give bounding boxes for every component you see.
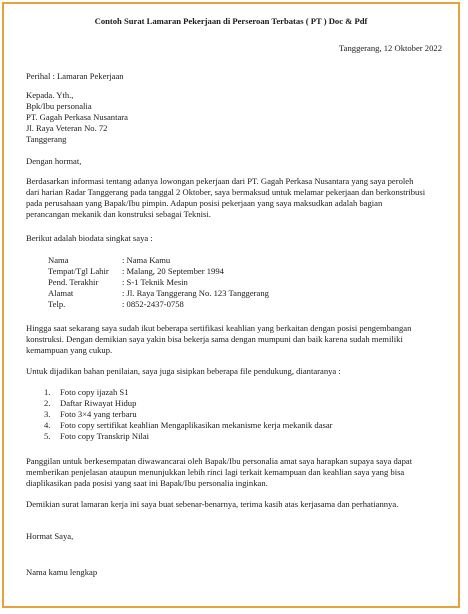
biodata-value: : 0852-2437-0758 (122, 299, 184, 309)
list-item: Foto copy Transkrip Nilai (60, 431, 150, 441)
biodata-intro: Berikut adalah biodata singkat saya : (26, 233, 153, 243)
paragraph-line: memberikan penjelasan ataupun menunjukkan lebih rinci lagi terkait kemampuan dan keahlian saya yang bisa (26, 467, 405, 477)
list-number: 4. (44, 420, 51, 430)
paragraph-line: Panggilan untuk berkesempatan diwawancarai oleh Bapak/Ibu personalia amat saya harapkan supaya saya dapat (26, 456, 413, 466)
recipient-line: Kepada. Yth., (26, 90, 74, 100)
list-item: Foto copy sertifikat keahlian Mengaplikasikan mekanisme kerja mekanik dasar (60, 420, 333, 430)
attachments-intro: Untuk dijadikan bahan penilaian, saya juga sisipkan beberapa file pendukung, diantaranya : (26, 366, 341, 376)
paragraph-line: pada perusahaan yang Bapak/Ibu pimpin. Adapun posisi pekerjaan yang saya maksudkan adalah bagian (26, 198, 383, 208)
paragraph-line: kemampuan yang cukup. (26, 345, 113, 355)
greeting: Dengan hormat, (26, 156, 82, 166)
paragraph-line: konstruksi. Dengan demikian saya yakin bisa bekerja sama dengan mumpuni dan baik karena sudah memiliki (26, 334, 403, 344)
recipient-line: PT. Gagah Perkasa Nusantara (26, 112, 128, 122)
paragraph-line: Hingga saat sekarang saya sudah ikut beberapa sertifikasi keahlian yang berkaitan dengan posisi pengembangan (26, 323, 412, 333)
letter-date: Tanggerang, 12 Oktober 2022 (339, 43, 442, 53)
paragraph-line: diaplikasikan pada posisi yang saat ini Bapak/Ibu personalia inginkan. (26, 478, 268, 488)
paragraph-line: dari harian Radar Tanggerang pada tanggal 2 Oktober, saya bermaksud untuk melamar pekerjaan dan berkonstribusi (26, 187, 426, 197)
list-item: Foto 3×4 yang terbaru (60, 409, 137, 419)
biodata-value: : Nama Kamu (122, 255, 171, 265)
letter-title: Contoh Surat Lamaran Pekerjaan di Perseroan Terbatas ( PT ) Doc & Pdf (94, 16, 368, 26)
list-number: 5. (44, 431, 51, 441)
recipient-line: Tanggerang (26, 134, 67, 144)
biodata-value: : Jl. Raya Tanggerang No. 123 Tanggerang (122, 288, 269, 298)
closing-line: Demikian surat lamaran kerja ini saya buat sebenar-benarnya, terima kasih atas kerjasama dan perhatiannya. (26, 499, 399, 509)
recipient-line: Bpk/Ibu personalia (26, 101, 92, 111)
list-item: Foto copy ijazah S1 (60, 387, 129, 397)
list-item: Daftar Riwayat Hidup (60, 398, 137, 408)
regards: Hormat Saya, (26, 531, 74, 541)
signature-name: Nama kamu lengkap (26, 567, 98, 577)
biodata-value: : Malang, 20 September 1994 (122, 266, 224, 276)
recipient-line: Jl. Raya Veteran No. 72 (26, 123, 108, 133)
paragraph-line: perancangan mekanik dan konstruksi sebagai Teknisi. (26, 209, 211, 219)
letter-page (2, 2, 460, 608)
list-number: 2. (44, 398, 51, 408)
biodata-label: Pend. Terakhir (48, 277, 99, 287)
subject-line: Perihal : Lamaran Pekerjaan (26, 71, 124, 81)
list-number: 1. (44, 387, 51, 397)
biodata-label: Telp. (48, 299, 66, 309)
biodata-label: Tempat/Tgl Lahir (48, 266, 109, 276)
list-number: 3. (44, 409, 51, 419)
paragraph-line: Berdasarkan informasi tentang adanya lowongan pekerjaan dari PT. Gagah Perkasa Nusantara yang saya peroleh (26, 176, 414, 186)
biodata-label: Nama (48, 255, 69, 265)
biodata-label: Alamat (48, 288, 74, 298)
biodata-value: : S-1 Teknik Mesin (122, 277, 188, 287)
